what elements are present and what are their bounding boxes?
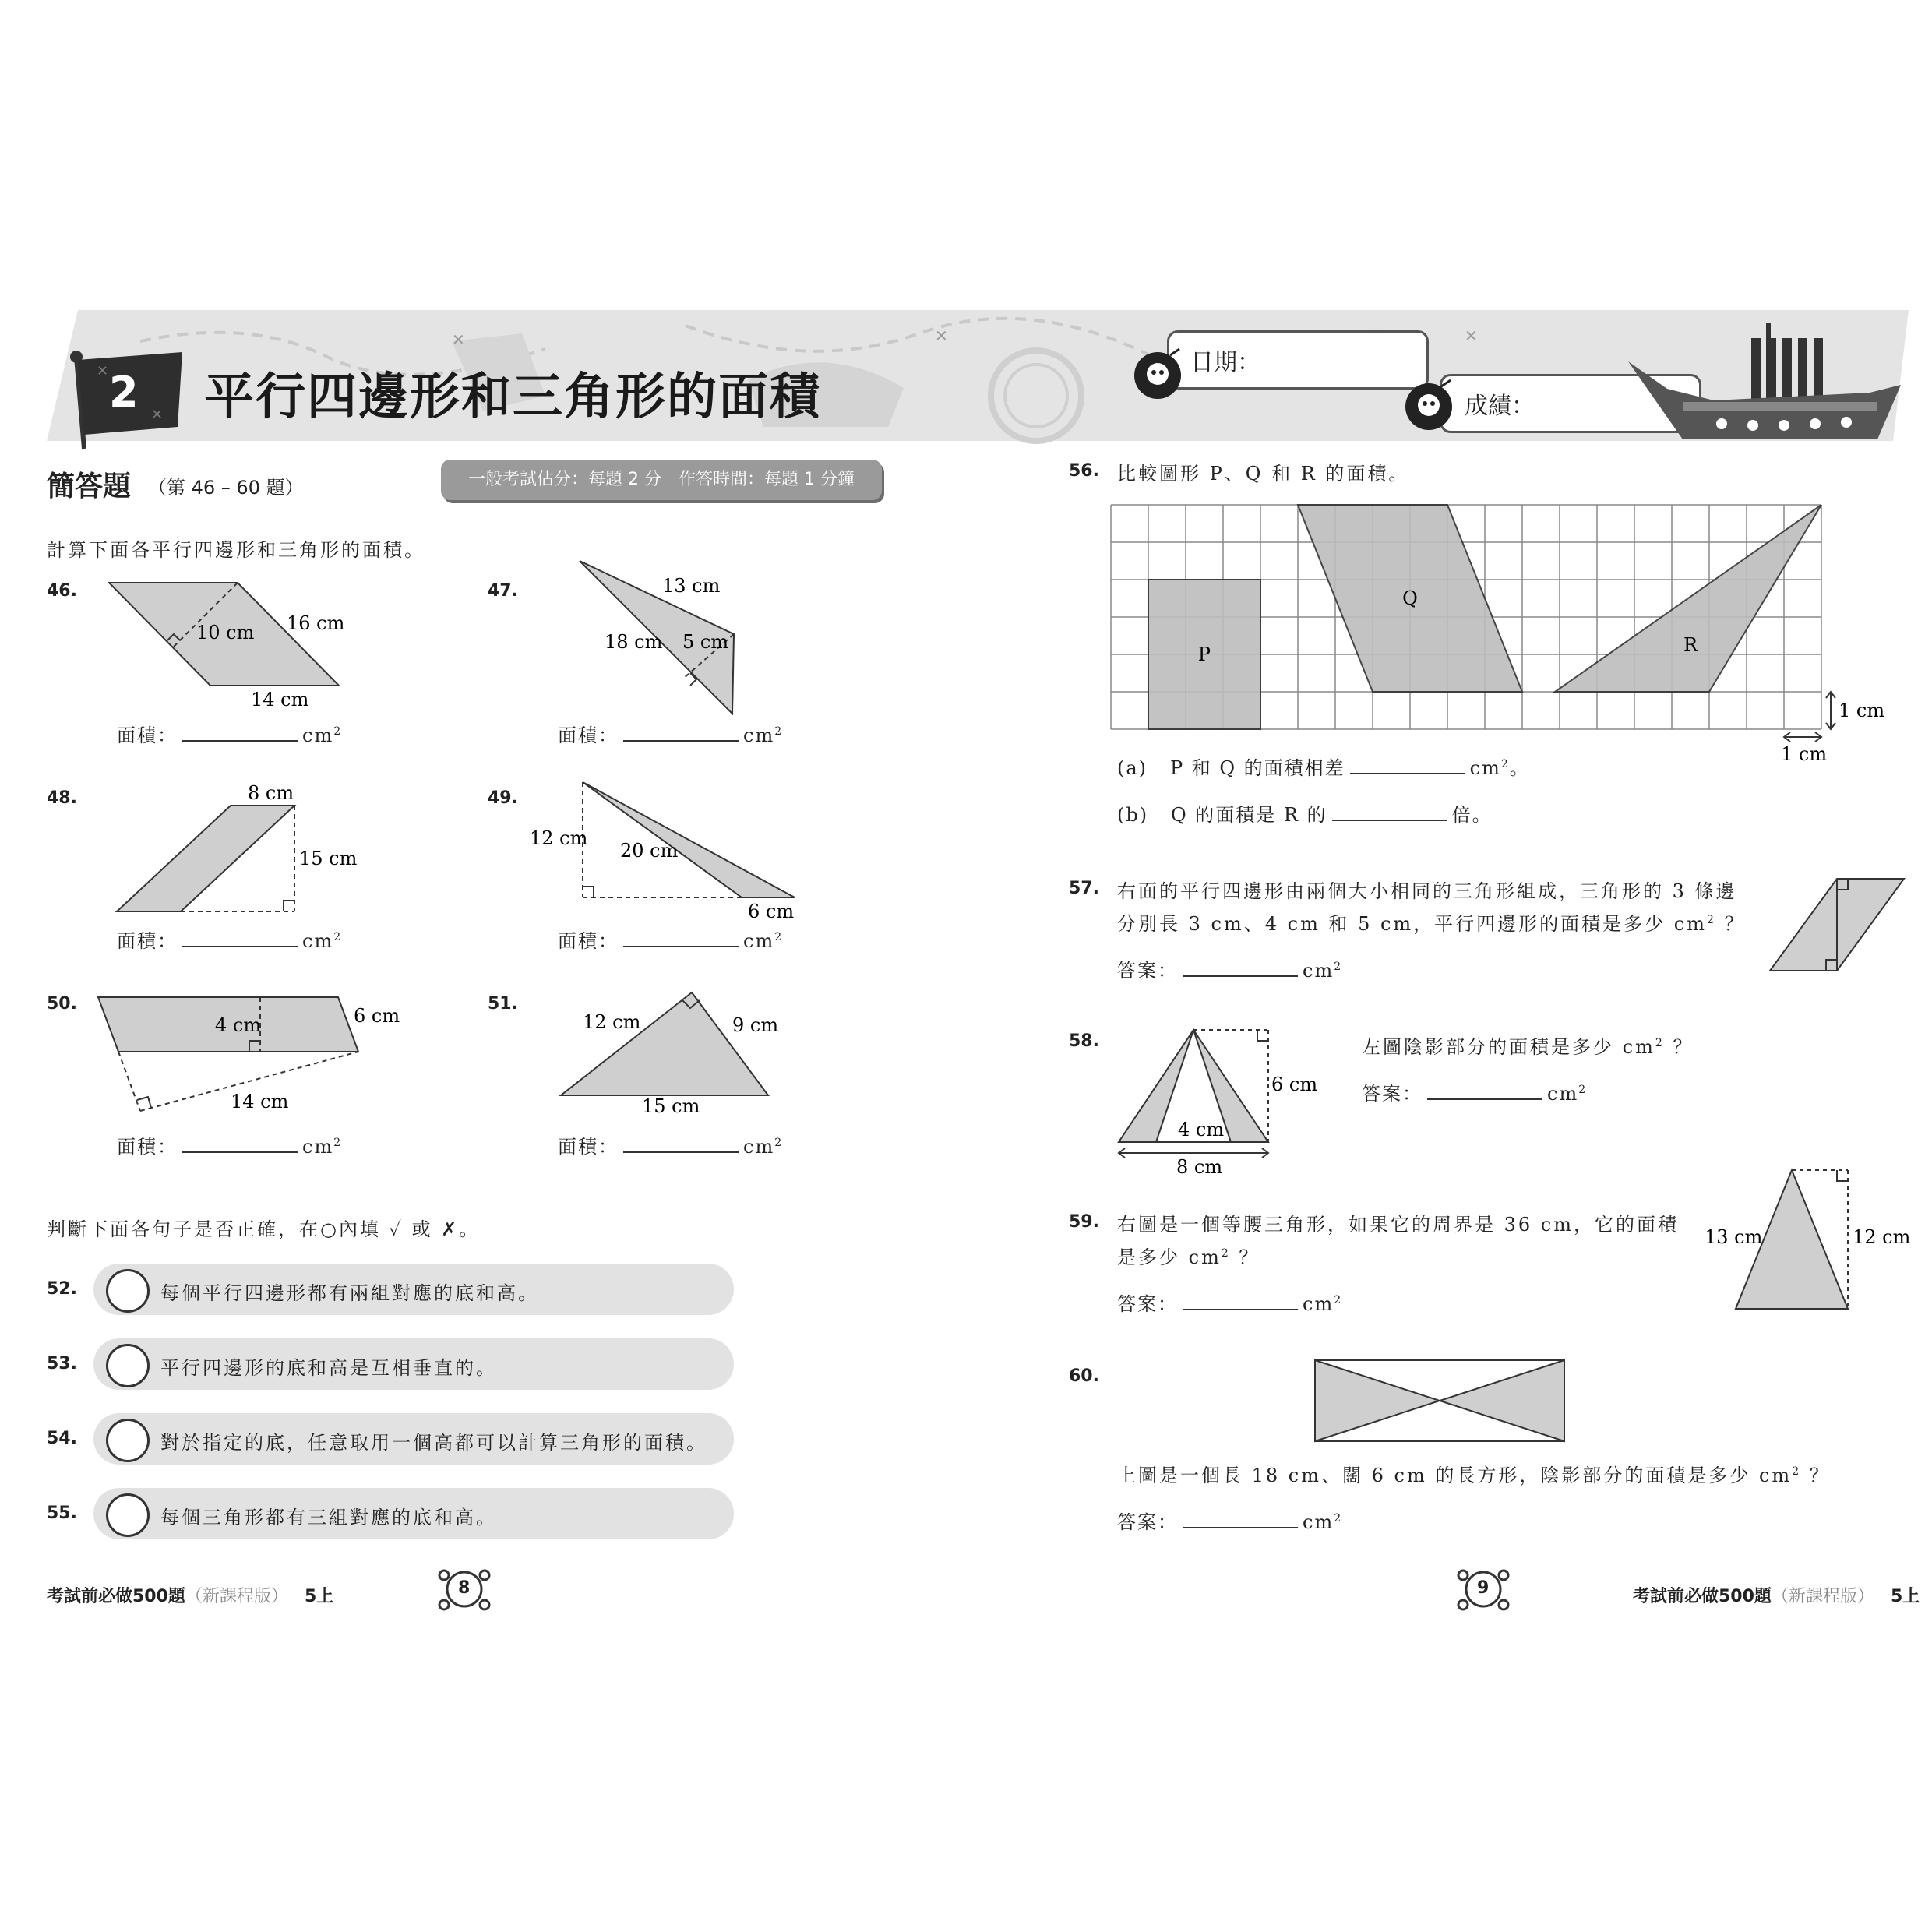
answer-blank[interactable] [1183,975,1298,977]
section-range: （第 46 – 60 題） [148,477,304,499]
question-number: 57. [1069,879,1099,898]
footer-edition: （新課程版） [185,1587,288,1606]
q59-line1: 右圖是一個等腰三角形，如果它的周界是 36 cm，它的面積 [1117,1214,1679,1236]
svg-text:✕: ✕ [97,363,109,379]
question-number: 58. [1069,1031,1099,1051]
q46-label-height: 10 cm [196,622,255,643]
svg-text:✕: ✕ [151,407,164,423]
q56b-line: (b) Q 的面積是 R 的 倍。 [1117,804,1493,826]
answer-circle[interactable] [106,1344,150,1387]
q47-answer-line: 面積： $cm^2$ [558,724,784,746]
shape-label-q: Q [1402,587,1418,609]
tf-statement-text: 平行四邊形的底和高是互相垂直的。 [160,1357,497,1379]
answer-blank[interactable] [623,1151,739,1153]
q57-parallelogram-figure [1764,876,1909,975]
answer-circle[interactable] [106,1419,150,1462]
scale-label-vertical: 1 cm [1839,700,1885,721]
tf-statement-text: 對於指定的底，任意取用一個高都可以計算三角形的面積。 [160,1432,707,1454]
pirate-ship-illustration [1613,315,1909,455]
question-number: 53. [47,1354,77,1373]
bomb-icon [1131,347,1186,405]
answer-blank[interactable] [1183,1308,1298,1310]
tf-statement-text: 每個平行四邊形都有兩組對應的底和高。 [160,1282,539,1304]
q46-parallelogram-figure [101,573,358,710]
q49-label-height: 12 cm [530,827,588,849]
q58-label-inner-base: 4 cm [1178,1119,1225,1141]
q46-label-base: 14 cm [251,689,309,710]
q48-parallelogram-figure [117,779,366,919]
q57-line1: 右面的平行四邊形由兩個大小相同的三角形組成，三角形的 3 條邊 [1117,880,1737,902]
section-title: 簡答題 [47,471,132,502]
bomb-icon [1402,379,1457,436]
question-number: 52. [47,1279,77,1299]
page-title: 平行四邊形和三角形的面積 [204,368,821,426]
q51-label-base: 15 cm [642,1095,700,1117]
svg-text:✕: ✕ [452,330,465,349]
answer-blank[interactable] [182,945,298,947]
footer-book-title: 考試前必做500題 [1633,1587,1772,1606]
question-number: 60. [1069,1366,1099,1386]
q58-triangle-figure [1112,1021,1318,1178]
answer-blank[interactable] [623,739,739,742]
q49-label-base: 6 cm [748,901,795,922]
answer-blank[interactable] [623,945,739,947]
q60-text: 上圖是一個長 18 cm、闊 6 cm 的長方形，陰影部分的面積是多少 $cm^2$ ？ [1117,1465,1831,1486]
shape-label-r: R [1683,634,1698,656]
q48-label-base: 8 cm [248,782,294,804]
answer-blank[interactable] [1350,772,1465,774]
q47-label-height: 5 cm [682,631,729,653]
q51-triangle-figure [545,983,795,1116]
q50-parallelogram-figure [93,986,421,1126]
instruction-true-false: 判斷下面各句子是否正確，在○內填 ✓ 或 ✗。 [47,1218,481,1240]
answer-blank[interactable] [1427,1098,1542,1100]
q56a-line: (a) P 和 Q 的面積相差 $cm^2$。 [1117,757,1530,779]
q49-triangle-figure [527,776,807,924]
answer-blank[interactable] [1183,1526,1298,1528]
q59-answer-line: 答案： $cm^2$ [1117,1293,1343,1315]
q51-answer-line: 面積： $cm^2$ [558,1136,784,1158]
question-number: 56. [1069,461,1099,481]
q56-text: 比較圖形 P、Q 和 R 的面積。 [1117,463,1410,485]
q49-answer-line: 面積： $cm^2$ [558,930,784,952]
q59-line2: 是多少 $cm^2$ ？ [1117,1246,1260,1268]
question-number: 59. [1069,1212,1099,1232]
q49-label-side: 20 cm [620,840,679,862]
svg-text:✕: ✕ [935,326,948,345]
answer-circle[interactable] [106,1269,150,1313]
q60-rectangle-figure [1312,1357,1569,1444]
q48-answer-line: 面積： $cm^2$ [117,930,343,952]
question-number: 51. [488,994,518,1014]
q57-answer-line: 答案： $cm^2$ [1117,960,1343,982]
q60-answer-line: 答案： $cm^2$ [1117,1511,1343,1533]
q58-answer-line: 答案： $cm^2$ [1362,1083,1588,1105]
svg-text:✕: ✕ [1465,326,1478,345]
info-badge-text: 一般考試佔分：每題 2 分 作答時間：每題 1 分鐘 [468,470,855,489]
date-label: 日期： [1190,349,1260,376]
tf-statement-text: 每個三角形都有三組對應的底和高。 [160,1507,497,1528]
answer-blank[interactable] [182,1151,298,1153]
q58-label-height: 6 cm [1271,1074,1318,1095]
q58-label-base: 8 cm [1176,1156,1223,1178]
answer-circle[interactable] [106,1493,150,1537]
instruction-calc: 計算下面各平行四邊形和三角形的面積。 [47,539,425,561]
q46-answer-line: 面積： $cm^2$ [117,724,343,746]
footer-left [47,1583,333,1607]
question-number: 49. [488,788,518,808]
info-badge [441,460,882,500]
q47-label-side-a: 13 cm [662,575,721,597]
page-number-right: 9 [1477,1578,1490,1598]
footer-right [1633,1583,1920,1607]
footer-grade: 5上 [304,1587,334,1606]
q50-label-side: 6 cm [354,1005,400,1027]
q50-label-base: 14 cm [231,1091,289,1112]
footer-edition: （新課程版） [1771,1587,1874,1606]
q47-triangle-figure [545,553,763,717]
question-number: 54. [47,1429,77,1448]
q59-triangle-figure [1705,1164,1909,1315]
question-number: 46. [47,581,77,601]
question-number: 48. [47,788,77,808]
question-number: 55. [47,1504,77,1523]
answer-blank[interactable] [182,739,298,742]
question-number: 47. [488,581,518,601]
page-number-left: 8 [458,1578,471,1598]
shape-label-p: P [1197,643,1211,665]
q59-label-height: 12 cm [1853,1226,1911,1248]
q47-label-side-b: 18 cm [605,631,663,653]
question-number: 50. [47,994,77,1014]
q48-label-height: 15 cm [299,848,358,869]
q58-text: 左圖陰影部分的面積是多少 $cm^2$ ？ [1362,1036,1694,1058]
q59-label-side: 13 cm [1705,1226,1763,1248]
q50-label-height: 4 cm [215,1014,262,1036]
answer-blank[interactable] [1332,819,1447,821]
chapter-number: 2 [109,368,139,417]
q50-answer-line: 面積： $cm^2$ [117,1136,343,1158]
q51-label-side-a: 12 cm [583,1011,641,1033]
q51-label-side-b: 9 cm [732,1014,779,1036]
footer-book-title: 考試前必做500題 [47,1587,185,1606]
q56-grid-figure [1106,499,1901,771]
score-label: 成績： [1465,393,1535,420]
q46-label-side: 16 cm [287,612,345,634]
footer-grade: 5上 [1890,1587,1920,1606]
scale-label-horizontal: 1 cm [1781,743,1828,765]
q57-line2: 分別長 3 cm、4 cm 和 5 cm，平行四邊形的面積是多少 $cm^2$ ？ [1117,913,1746,935]
